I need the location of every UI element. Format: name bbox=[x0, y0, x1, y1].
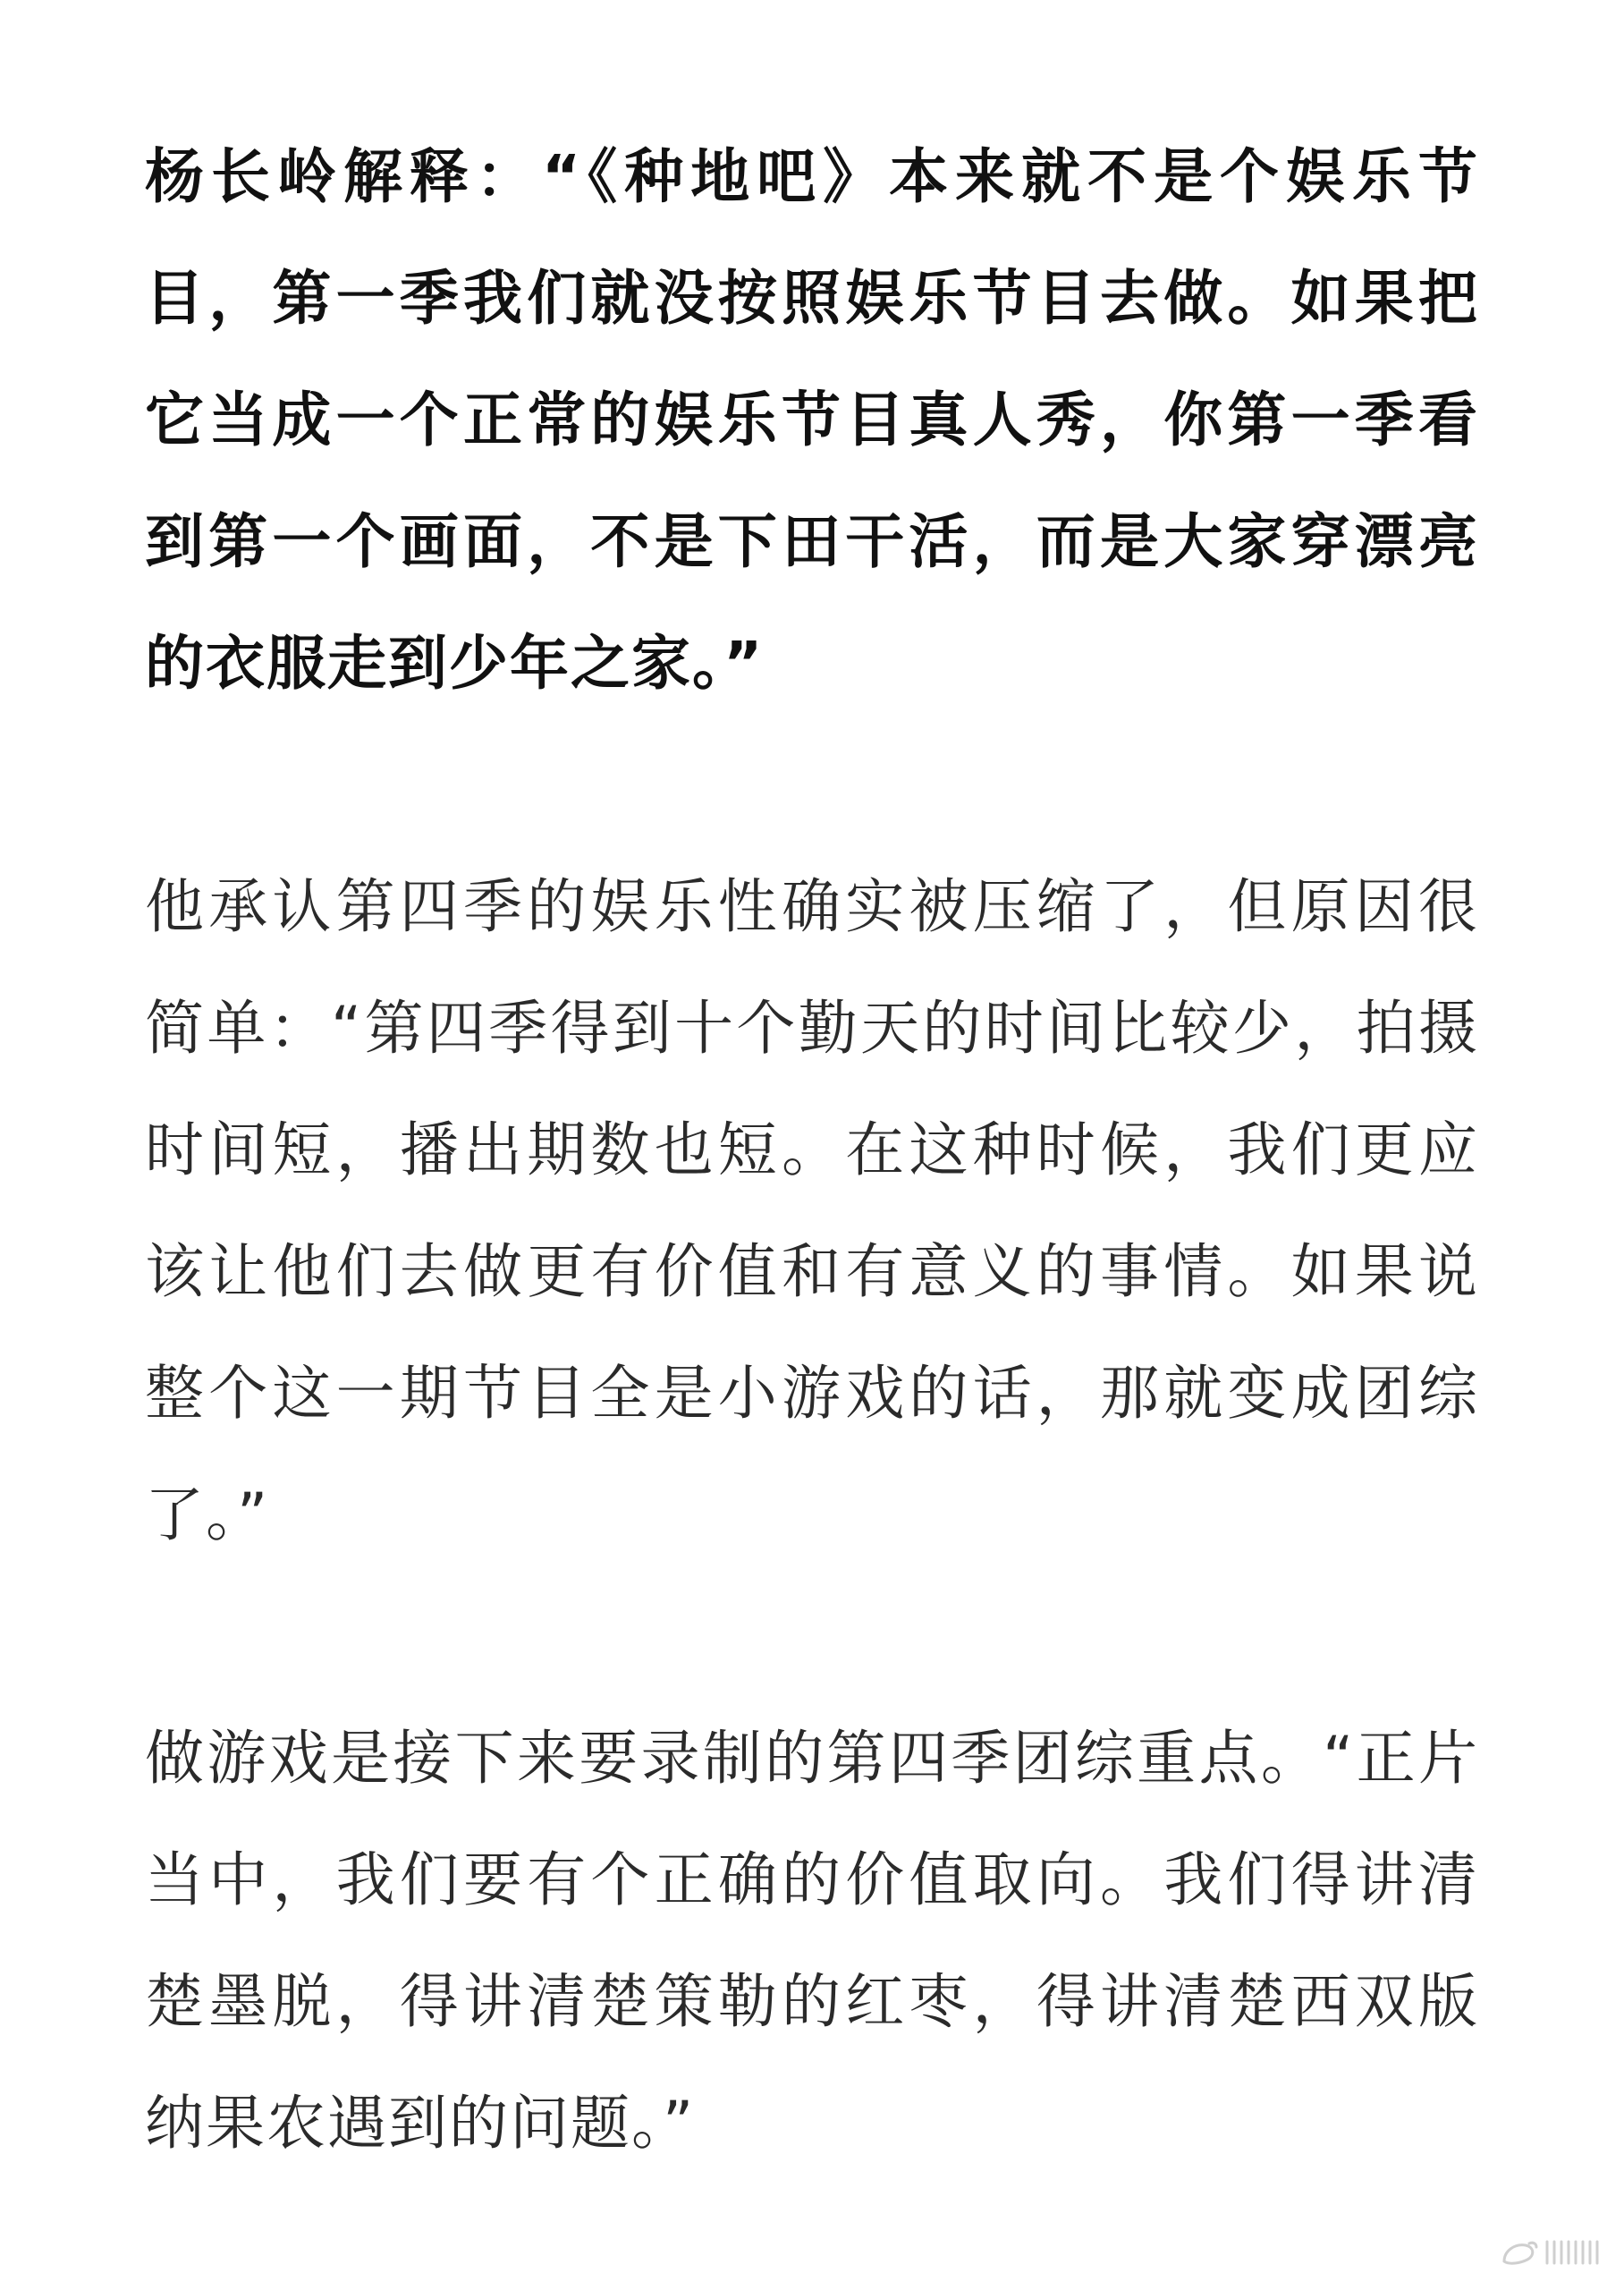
paragraph-3: 做游戏是接下来要录制的第四季团综重点。“正片当中，我们要有个正确的价值取向。我们得讲清楚墨脱，得讲清楚策勒的红枣，得讲清楚西双版纳果农遇到的问题。” bbox=[145, 1724, 1479, 2158]
watermark bbox=[1499, 2235, 1606, 2270]
paragraph-2: 他承认第四季的娱乐性确实被压缩了，但原因很简单：“第四季得到十个勤天的时间比较少，拍摄时间短，播出期数也短。在这种时候，我们更应该让他们去做更有价值和有意义的事情。如果说整个这一期节目全是小游戏的话，那就变成团综了。” bbox=[145, 872, 1479, 1549]
paragraph-1: 杨长岭解释：“《种地吧》本来就不是个娱乐节目，第一季我们就没按照娱乐节目去做。如果把它当成一个正常的娱乐节目真人秀，你第一季看到第一个画面，不是下田干活，而是大家穿漂亮的衣服走到少年之家。” bbox=[145, 142, 1479, 698]
weibo-watermark-icon bbox=[1499, 2235, 1606, 2270]
article-body bbox=[145, 116, 1479, 2184]
